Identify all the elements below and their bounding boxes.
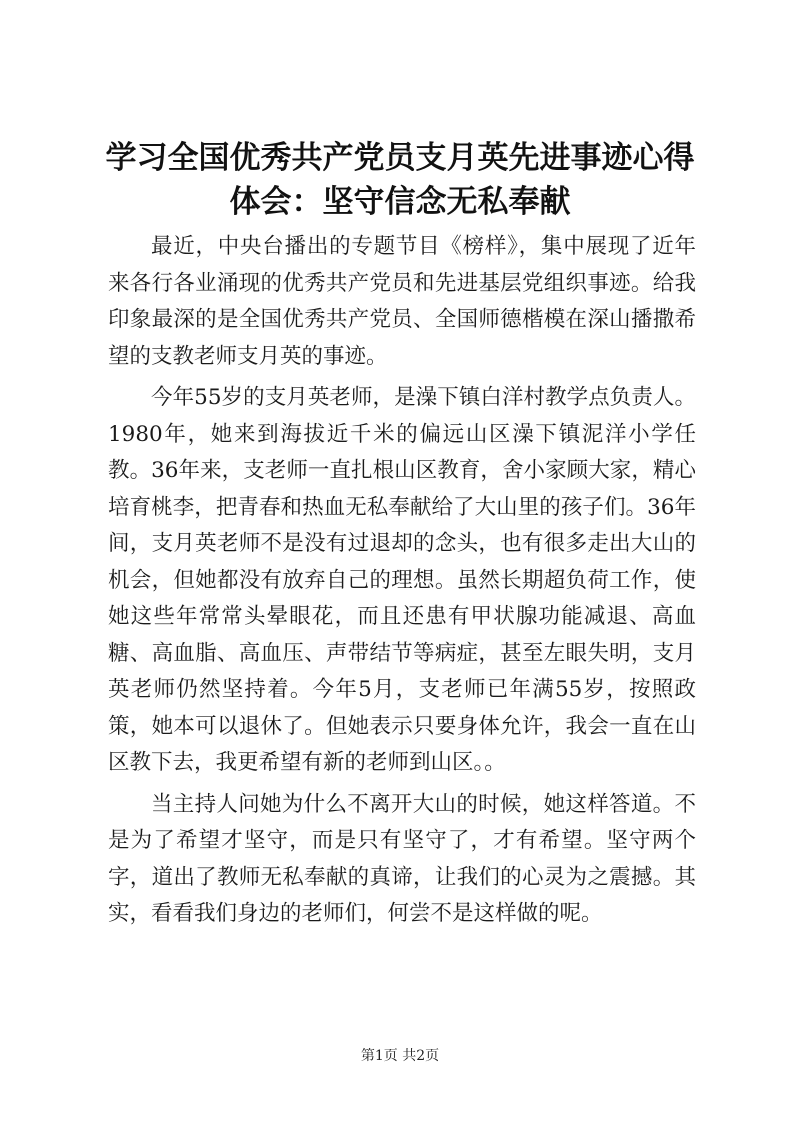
document-body [108,229,696,938]
paragraph-1: 最近，中央台播出的专题节目《榜样》，集中展现了近年来各行各业涌现的优秀共产党员和先进基层党组织事迹。给我印象最深的是全国优秀共产党员、全国师德楷模在深山播撒希望的支教老师支月英的事迹。 [108,234,696,369]
paragraph-3: 当主持人问她为什么不离开大山的时候，她这样答道。不是为了希望才坚守，而是只有坚守了，才有希望。坚守两个字，道出了教师无私奉献的真谛，让我们的心灵为之震撼。其实，看看我们身边的老师们，何尝不是这样做的呢。 [108,791,696,926]
page-footer: 第1页 共2页 [360,1048,440,1064]
document-title: 学习全国优秀共产党员支月英先进事迹心得体会：坚守信念无私奉献 [105,140,695,220]
paragraph-2: 今年55岁的支月英老师，是澡下镇白洋村教学点负责人。1980年，她来到海拔近千米的偏远山区澡下镇泥洋小学任教。36年来，支老师一直扎根山区教育，舍小家顾大家，精心培育桃李，把青春和热血无私奉献给了大山里的孩子们。36年间，支月英老师不是没有过退却的念头，也有很多走出大山的机会，但她都没有放弃自己的理想。虽然长期超负荷工作，使她这些年常常头晕眼花，而且还患有甲状腺功能减退、高血糖、高血脂、高血压、声带结节等病症，甚至左眼失明，支月英老师仍然坚持着。今年5月，支老师已年满55岁，按照政策，她本可以退休了。但她表示只要身体允许，我会一直在山区教下去，我更希望有新的老师到山区。。 [108,385,696,775]
